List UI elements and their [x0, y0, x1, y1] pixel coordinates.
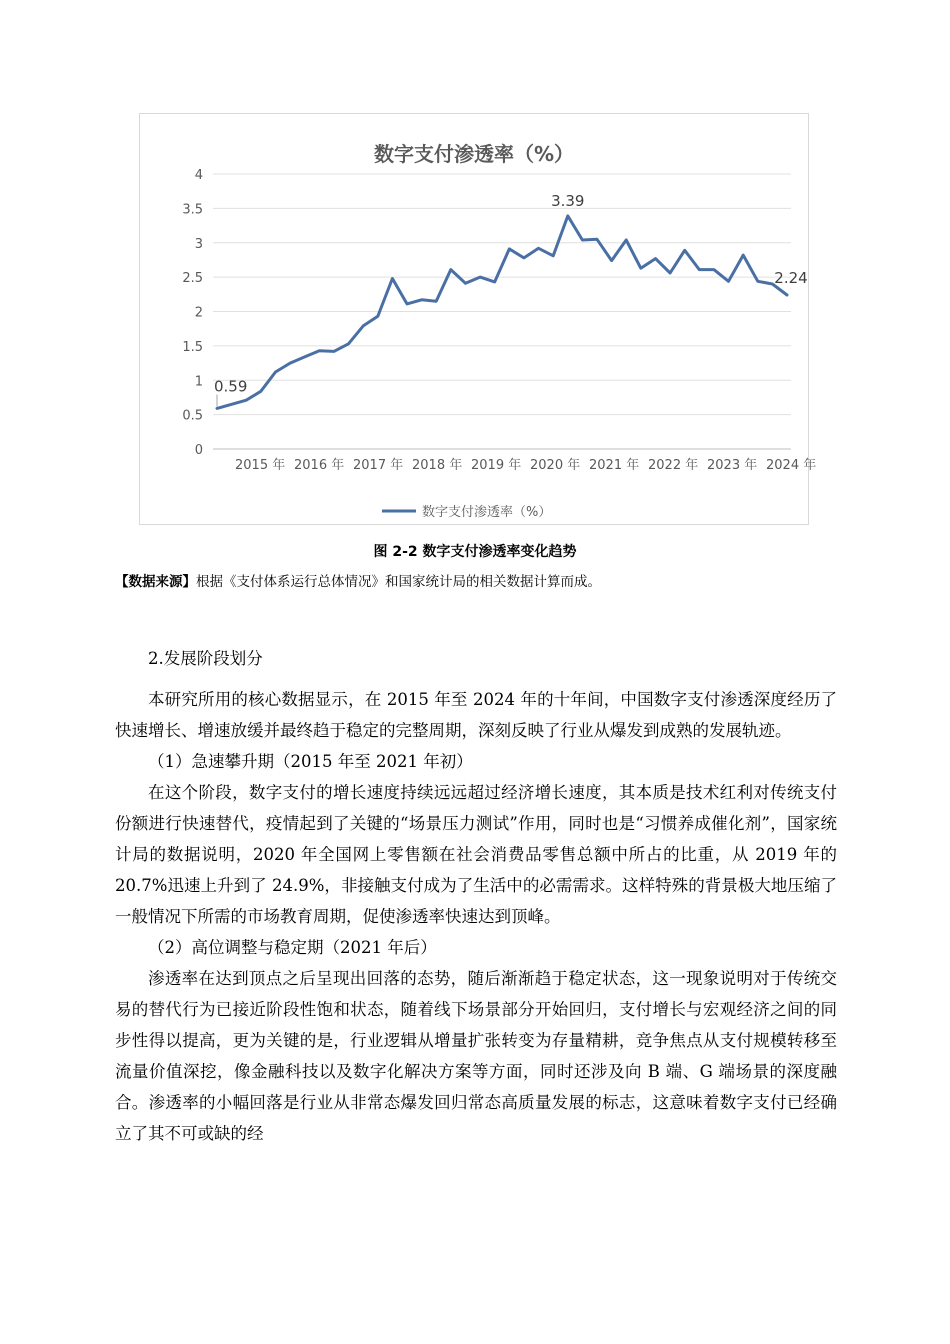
x-tick-label: 2020 年 — [530, 458, 581, 473]
figure-caption: 图 2-2 数字支付渗透率变化趋势 — [373, 544, 577, 560]
x-tick-label: 2019 年 — [471, 458, 522, 473]
x-tick-label: 2015 年 — [235, 458, 286, 473]
data-point — [625, 239, 628, 242]
y-tick-label: 3 — [194, 236, 203, 252]
data-point — [522, 256, 525, 259]
data-point — [552, 254, 555, 257]
data-point — [596, 238, 599, 241]
data-label: 0.59 — [214, 377, 248, 396]
data-point — [245, 399, 248, 402]
section-heading: 2.发展阶段划分 — [148, 649, 263, 668]
source-text: 根据《支付体系运行总体情况》和国家统计局的相关数据计算而成。 — [196, 574, 601, 590]
data-point — [581, 239, 584, 242]
data-point — [274, 371, 277, 374]
line-chart — [140, 114, 817, 524]
data-point — [508, 247, 511, 250]
data-point — [493, 280, 496, 283]
data-point — [537, 247, 540, 250]
data-point — [698, 268, 701, 271]
paragraph: 在这个阶段，数字支付的增长速度持续远远超过经济增长速度，其本质是技术红利对传统支付份额进行快速替代，疫情起到了关键的“场景压力测试”作用，同时也是“习惯养成催化剂”，国家统计局的数据说明，2020 年全国网上零售额在社会消费品零售总额中所占的比重，从 2019 年的 20.7%迅速上升到了 24.9%，非接触支付成为了生活中的必需需求。这样特殊的背景极大地压缩了一般情况下所需的市场教育周期，促使渗透率快速达到顶峰。 — [115, 783, 837, 926]
data-point — [435, 300, 438, 303]
y-tick-label: 1.5 — [182, 339, 203, 355]
data-point — [318, 349, 321, 352]
chart-title: 数字支付渗透率（%） — [373, 142, 575, 166]
data-point — [669, 272, 672, 275]
data-point — [742, 254, 745, 257]
y-tick-label: 0 — [194, 443, 203, 458]
y-tick-label: 4 — [194, 168, 203, 183]
x-tick-label: 2023 年 — [707, 458, 758, 473]
data-point — [332, 350, 335, 353]
data-point — [303, 355, 306, 358]
data-point — [786, 294, 789, 297]
data-point — [712, 268, 715, 271]
chart-legend — [382, 504, 551, 520]
y-tick-label: 0.5 — [182, 408, 203, 424]
legend-label: 数字支付渗透率（%） — [422, 505, 552, 520]
data-point — [391, 277, 394, 280]
data-point — [362, 324, 365, 327]
data-point — [479, 276, 482, 279]
y-tick-label: 2.5 — [182, 271, 203, 287]
chart-container — [139, 113, 817, 525]
paragraph: 渗透率在达到顶点之后呈现出回落的态势，随后渐渐趋于稳定状态，这一现象说明对于传统交易的替代行为已接近阶段性饱和状态，随着线下场景部分开始回归，支付增长与宏观经济之间的同步性得以提高，更为关键的是，行业逻辑从增量扩张转变为存量精耕，竞争焦点从支付规模转移至流量价值深挖，像金融科技以及数字化解决方案等方面，同时还涉及向 B 端、G 端场景的深度融合。渗透率的小幅回落是行业从非常态爆发回归常态高质量发展的标志，这意味着数字支付已经确立了其不可或缺的经 — [115, 969, 837, 1143]
data-point — [216, 407, 219, 410]
data-point — [376, 315, 379, 318]
x-tick-label: 2016 年 — [294, 458, 345, 473]
x-tick-label: 2017 年 — [353, 458, 404, 473]
data-point — [464, 282, 467, 285]
x-tick-label: 2022 年 — [648, 458, 699, 473]
source-label: 【数据来源】 — [115, 574, 196, 590]
x-tick-label: 2021 年 — [589, 458, 640, 473]
paragraph: 本研究所用的核心数据显示，在 2015 年至 2024 年的十年间，中国数字支付渗透深度经历了快速增长、增速放缓并最终趋于稳定的完整周期，深刻反映了行业从爆发到成熟的发展轨迹。 — [115, 690, 837, 740]
x-tick-label: 2024 年 — [766, 458, 817, 473]
data-point — [259, 390, 262, 393]
x-tick-label: 2018 年 — [412, 458, 463, 473]
data-point — [639, 267, 642, 270]
data-label: 2.24 — [774, 269, 808, 287]
subheading: （2）高位调整与稳定期（2021 年后） — [148, 938, 437, 957]
data-point — [289, 362, 292, 365]
data-point — [654, 257, 657, 260]
series-line — [217, 216, 787, 409]
data-point — [610, 259, 613, 262]
y-tick-label: 1 — [194, 374, 203, 390]
subheading: （1）急速攀升期（2015 年至 2021 年初） — [148, 752, 473, 771]
y-tick-label: 2 — [194, 305, 203, 321]
data-label: 3.39 — [551, 191, 585, 210]
data-point — [347, 342, 350, 345]
data-point — [420, 298, 423, 301]
data-point — [683, 249, 686, 252]
y-tick-label: 3.5 — [182, 202, 203, 218]
data-source-note — [115, 570, 601, 590]
data-point — [756, 280, 759, 283]
data-point — [230, 403, 233, 406]
data-point — [406, 302, 409, 305]
data-point — [449, 268, 452, 271]
body-text — [115, 684, 837, 1149]
data-point — [727, 280, 730, 283]
data-point — [566, 214, 569, 217]
